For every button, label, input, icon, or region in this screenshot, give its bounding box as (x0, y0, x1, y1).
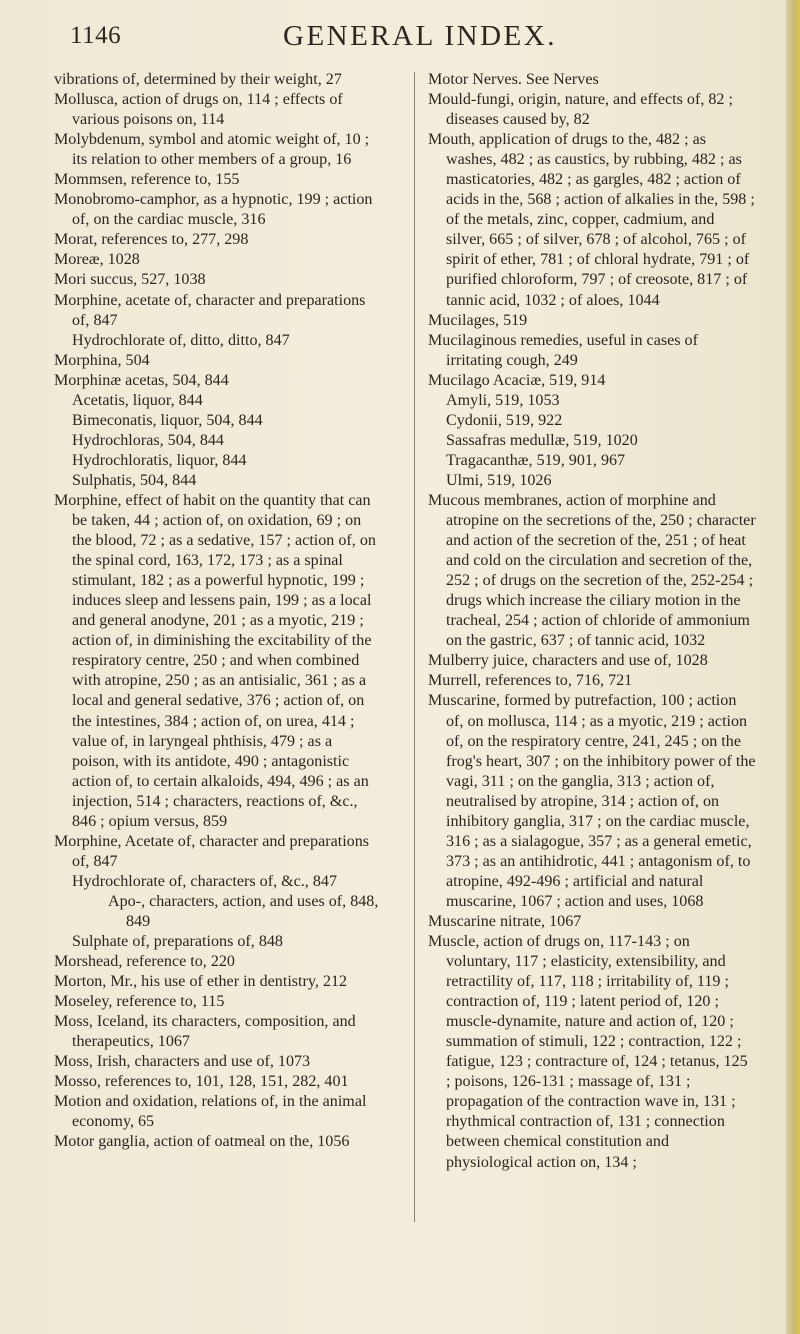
index-entry: Mosso, references to, 101, 128, 151, 282, 401 (54, 1073, 349, 1091)
index-entry: Murrell, references to, 716, 721 (428, 672, 633, 690)
index-entry: Morphine, effect of habit on the quantity that can be taken, 44 ; action of, on oxidation, 69 ; on the blood, 72 ; as a sedative, 157 ; action of, on the spinal cord, 163, 172, 173 ; as a spinal stimulant, 182 ; as a powerful hypnotic, 199 ; induces sleep and lessens pain, 199 ; as a local and general anodyne, 201 ; as a myotic, 219 ; action of, in diminishing the excitability of the respiratory centre, 250 ; and when combined with atropine, 250 ; as an antisialic, 361 ; as a local and general sedative, 376 ; action of, on the intestines, 384 ; action of, on urea, 414 ; value of, in laryngeal phthisis, 479 ; as a poison, with its antidote, 490 ; antagonistic action of, to certain alkaloids, 494, 496 ; as an injection, 514 ; characters, reactions of, &c., 846 ; opium versus, 859 (54, 491, 376, 830)
index-entry: Moseley, reference to, 115 (54, 993, 225, 1011)
index-entry: Morton, Mr., his use of ether in dentistry, 212 (54, 973, 348, 991)
index-column-right (428, 70, 756, 1173)
index-entry: Moreæ, 1028 (54, 251, 140, 269)
index-entry: Muscarine, formed by putrefaction, 100 ; action of, on mollusca, 114 ; as a myotic, 219 ; action of, on the respiratory centre, 241, 245 ; on the frog's heart, 307 ; on the inhibitory power of the vagi, 311 ; on the ganglia, 313 ; action of, neutralised by atropine, 314 ; action of, on inhibitory ganglia, 317 ; on the cardiac muscle, 316 ; as a sialagogue, 357 ; as a general emetic, 373 ; as an antihidrotic, 441 ; antagonism of, to atropine, 492-496 ; artificial and natural muscarine, 1067 ; action and uses, 1068 (428, 692, 756, 910)
index-subentry: Bimeconatis, liquor, 504, 844 (72, 411, 263, 429)
index-subentry: Acetatis, liquor, 844 (72, 391, 203, 409)
running-head: GENERAL INDEX. (283, 20, 557, 52)
index-entry: vibrations of, determined by their weight, 27 (54, 71, 342, 88)
column-divider (414, 72, 415, 1222)
index-entry: Mucous membranes, action of morphine and atropine on the secretions of the, 250 ; character and action of the secretion of the, 251 ; of heat and cold on the circulation and secretion of the, 252 ; of drugs on the secretion of the, 252-254 ; drugs which increase the ciliary motion in the tracheal, 254 ; action of chloride of ammonium on the gastric, 637 ; of tannic acid, 1032 (428, 491, 756, 650)
index-entry: Molybdenum, symbol and atomic weight of, 10 ; its relation to other members of a group, 16 (54, 131, 370, 169)
index-entry: Mould-fungi, origin, nature, and effects of, 82 ; diseases caused by, 82 (428, 91, 733, 129)
index-entry: Morphine, Acetate of, character and preparations of, 847 (54, 832, 370, 870)
page-header (0, 18, 800, 58)
index-entry: Motor Nerves. See Nerves (428, 71, 599, 88)
index-entry: Mori succus, 527, 1038 (54, 271, 206, 289)
index-subentry: Ulmi, 519, 1026 (446, 471, 552, 489)
index-entry: Mucilaginous remedies, useful in cases of irritating cough, 249 (428, 331, 698, 369)
index-entry: Morphine, acetate of, character and preparations of, 847 (54, 291, 366, 329)
index-subentry: Tragacanthæ, 519, 901, 967 (446, 451, 626, 469)
index-entry: Muscle, action of drugs on, 117-143 ; on voluntary, 117 ; elasticity, extensibility, and retractility of, 117, 118 ; irritability of, 119 ; contraction of, 119 ; latent period of, 120 ; muscle-dynamite, nature and action of, 120 ; summation of stimuli, 122 ; contraction, 122 ; fatigue, 123 ; contracture of, 124 ; tetanus, 125 ; poisons, 126-131 ; massage of, 131 ; propagation of the contraction wave in, 131 ; rhythmical contraction of, 131 ; connection between chemical constitution and physiological action on, 134 ; (428, 933, 748, 1171)
index-subentry: Hydrochloras, 504, 844 (72, 431, 224, 449)
index-entry: Morat, references to, 277, 298 (54, 231, 249, 249)
index-entry: Mommsen, reference to, 155 (54, 171, 240, 189)
page-number: 1146 (70, 22, 122, 49)
index-entry: Moss, Irish, characters and use of, 1073 (54, 1053, 311, 1071)
index-subentry: Apo-, characters, action, and uses of, 848, 849 (108, 892, 379, 930)
index-column-left (54, 70, 382, 1153)
index-entry: Mollusca, action of drugs on, 114 ; effects of various poisons on, 114 (54, 91, 343, 129)
index-subentry: Amyli, 519, 1053 (446, 391, 560, 409)
page-edge (786, 0, 800, 1334)
index-entry: Morphinæ acetas, 504, 844 (54, 371, 229, 389)
index-entry: Motion and oxidation, relations of, in the animal economy, 65 (54, 1093, 367, 1131)
index-entry: Motor ganglia, action of oatmeal on the, 1056 (54, 1133, 350, 1151)
index-entry: Muscarine nitrate, 1067 (428, 912, 582, 930)
index-subentry: Hydrochlorate of, characters of, &c., 847 (72, 872, 337, 890)
index-entry: Mucilages, 519 (428, 311, 528, 329)
index-entry: Morshead, reference to, 220 (54, 953, 235, 971)
index-subentry: Sulphate of, preparations of, 848 (72, 933, 283, 951)
index-entry: Morphina, 504 (54, 351, 150, 369)
index-subentry: Sulphatis, 504, 844 (72, 471, 197, 489)
index-subentry: Hydrochlorate of, ditto, ditto, 847 (72, 331, 290, 349)
index-entry: Mulberry juice, characters and use of, 1028 (428, 652, 708, 670)
index-subentry: Cydonii, 519, 922 (446, 411, 563, 429)
index-subentry: Hydrochloratis, liquor, 844 (72, 451, 247, 469)
index-entry: Mouth, application of drugs to the, 482 ; as washes, 482 ; as caustics, by rubbing, 482 ; as masticatories, 482 ; as gargles, 482 ; action of acids in the, 568 ; action of alkalies in the, 598 ; of the metals, zinc, copper, cadmium, and silver, 665 ; of silver, 678 ; of alcohol, 765 ; of spirit of ether, 781 ; of chloral hydrate, 791 ; of purified chloroform, 797 ; of creosote, 817 ; of tannic acid, 1032 ; of aloes, 1044 (428, 131, 755, 309)
index-subentry: Sassafras medullæ, 519, 1020 (446, 431, 638, 449)
index-entry: Moss, Iceland, its characters, composition, and therapeutics, 1067 (54, 1013, 356, 1051)
index-entry: Mucilago Acaciæ, 519, 914 (428, 371, 606, 389)
index-entry: Monobromo-camphor, as a hypnotic, 199 ; action of, on the cardiac muscle, 316 (54, 191, 373, 229)
